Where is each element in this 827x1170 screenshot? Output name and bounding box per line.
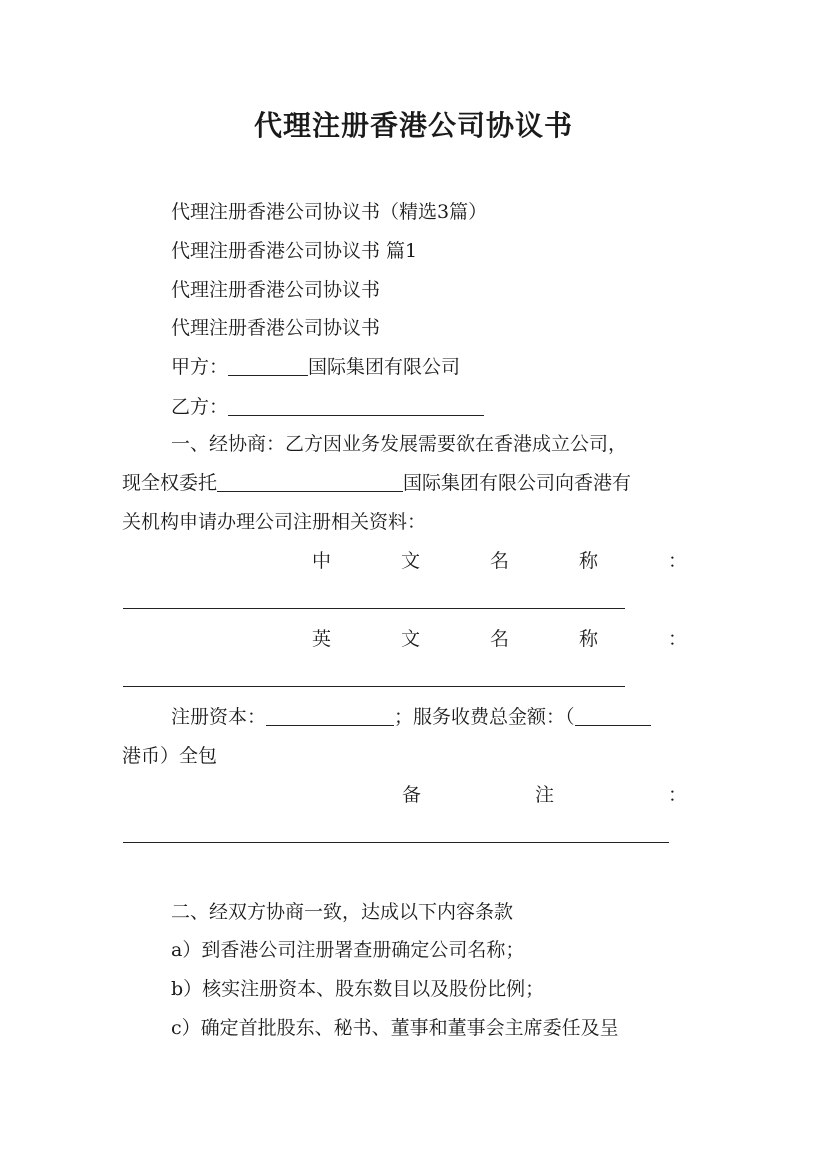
chinese-name-label: 中 文 名 称 ： (312, 550, 687, 572)
part-heading: 代理注册香港公司协议书 篇1 (171, 240, 418, 262)
entrust-label: 现全权委托 (122, 472, 218, 494)
agreement-heading-2: 代理注册香港公司协议书 (171, 317, 381, 339)
fee-line-2: 港币）全包 (122, 745, 218, 767)
party-a-line (171, 355, 460, 379)
chinese-name-blank (123, 608, 625, 609)
section-1-line-1: 一、经协商：乙方因业务发展需要欲在香港成立公司， (171, 433, 628, 455)
item-c: c）确定首批股东、秘书、董事和董事会主席委任及呈 (171, 1017, 619, 1039)
section-1-line-2 (122, 471, 631, 495)
capital-blank (266, 707, 394, 726)
item-a: a）到香港公司注册署查册确定公司名称； (171, 939, 525, 961)
subtitle: 代理注册香港公司协议书（精选3篇） (171, 201, 488, 223)
entrust-suffix: 国际集团有限公司向香港有 (403, 472, 632, 494)
party-a-suffix: 国际集团有限公司 (308, 356, 461, 378)
party-b-label: 乙方： (171, 396, 229, 418)
item-b: b）核实注册资本、股东数目以及股份比例； (171, 978, 545, 1000)
section-1-line-3: 关机构申请办理公司注册相关资料： (122, 511, 427, 533)
party-b-blank (228, 397, 484, 416)
capital-label: 注册资本： (171, 706, 267, 728)
fee-label: ；服务收费总金额：（ (394, 706, 575, 728)
remarks-blank (123, 842, 669, 843)
entrust-blank (217, 473, 403, 492)
party-b-line (171, 395, 484, 419)
english-name-label: 英 文 名 称 ： (312, 628, 687, 650)
agreement-heading-1: 代理注册香港公司协议书 (171, 279, 381, 301)
document-title: 代理注册香港公司协议书 (253, 109, 573, 142)
remarks-label: 备 注 ： (402, 784, 687, 806)
party-a-blank (228, 357, 308, 376)
capital-fee-line (171, 705, 651, 729)
fee-blank (575, 707, 651, 726)
section-2-heading: 二、经双方协商一致，达成以下内容条款 (171, 901, 514, 923)
english-name-blank (123, 686, 625, 687)
party-a-label: 甲方： (171, 356, 229, 378)
